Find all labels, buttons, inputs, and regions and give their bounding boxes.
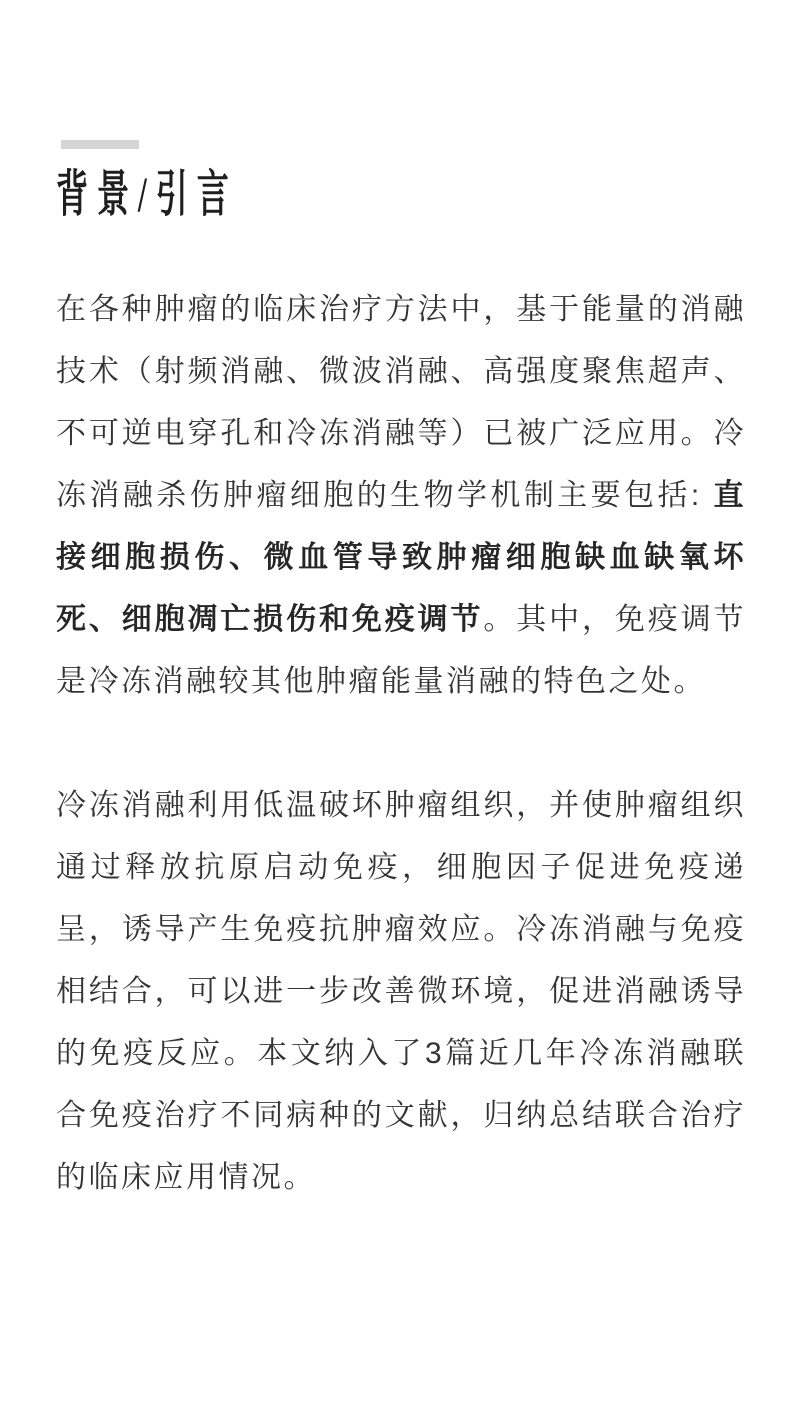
section-accent-bar — [61, 140, 139, 149]
paragraph-text-bold: 直接细胞损伤、微血管导致肿瘤细胞缺血缺氧坏死、细胞凋亡损伤和免疫调节 — [56, 479, 746, 636]
section-title: 背景/引言 — [56, 166, 238, 222]
paragraph-text: 冷冻消融利用低温破坏肿瘤组织，并使肿瘤组织通过释放抗原启动免疫，细胞因子促进免疫递呈，诱导产生免疫抗肿瘤效应。冷冻消融与免疫相结合，可以进一步改善微环境，促进消融诱导的免疫反应。本文纳入了3篇近几年冷冻消融联合免疫治疗不同病种的文献，归纳总结联合治疗的临床应用情况。 — [56, 789, 746, 1194]
paragraph-text: 。其中，免疫调节是冷冻消融较其他肿瘤能量消融的特色之处。 — [56, 603, 746, 698]
paragraph-text: 在各种肿瘤的临床治疗方法中，基于能量的消融技术（射频消融、微波消融、高强度聚焦超声、不可逆电穿孔和冷冻消融等）已被广泛应用。冷冻消融杀伤肿瘤细胞的生物学机制主要包括: — [56, 293, 746, 512]
paragraph — [56, 775, 746, 1209]
paragraph — [56, 279, 746, 713]
article-body — [56, 279, 746, 1209]
